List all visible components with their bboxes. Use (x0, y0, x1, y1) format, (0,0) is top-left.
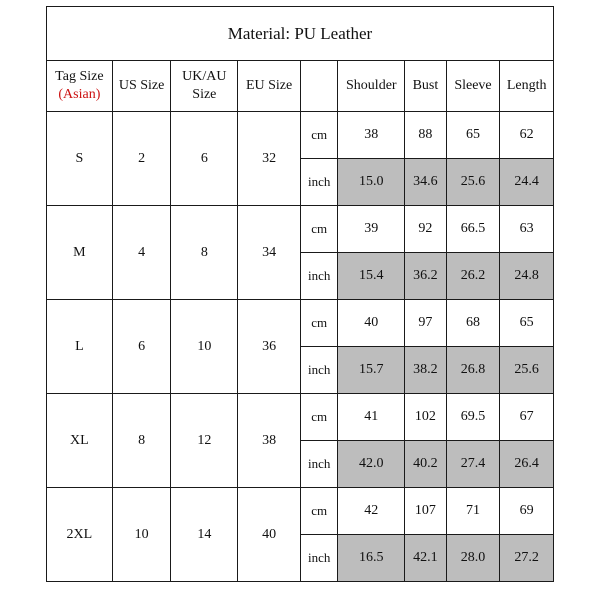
size-tag-cell: M (47, 206, 113, 300)
inch-shoulder-cell: 16.5 (338, 535, 405, 582)
size-eu-cell: 32 (238, 112, 301, 206)
cm-sleeve-cell: 65 (446, 112, 500, 159)
size-tag-cell: S (47, 112, 113, 206)
unit-cm-cell: cm (300, 112, 337, 159)
inch-length-cell: 24.8 (500, 253, 554, 300)
size-row-cm (47, 394, 554, 441)
header-length: Length (500, 61, 554, 112)
unit-cm-cell: cm (300, 206, 337, 253)
inch-sleeve-cell: 25.6 (446, 159, 500, 206)
cm-shoulder-cell: 40 (338, 300, 405, 347)
size-eu-cell: 34 (238, 206, 301, 300)
header-eu-size: EU Size (238, 61, 301, 112)
size-ukau-cell: 8 (171, 206, 238, 300)
header-tag-size-note: (Asian) (58, 87, 101, 102)
size-row-cm (47, 206, 554, 253)
size-tag-cell: L (47, 300, 113, 394)
inch-bust-cell: 40.2 (405, 441, 446, 488)
size-tag-cell: 2XL (47, 488, 113, 582)
header-tag-size-label: Tag Size (55, 69, 104, 84)
size-row-cm (47, 300, 554, 347)
size-us-cell: 4 (112, 206, 171, 300)
cm-sleeve-cell: 68 (446, 300, 500, 347)
size-row-cm (47, 112, 554, 159)
table-title: Material: PU Leather (47, 7, 554, 61)
inch-shoulder-cell: 15.4 (338, 253, 405, 300)
inch-shoulder-cell: 15.7 (338, 347, 405, 394)
cm-shoulder-cell: 38 (338, 112, 405, 159)
cm-length-cell: 62 (500, 112, 554, 159)
header-unit-blank (300, 61, 337, 112)
inch-shoulder-cell: 42.0 (338, 441, 405, 488)
inch-length-cell: 25.6 (500, 347, 554, 394)
unit-inch-cell: inch (300, 253, 337, 300)
unit-inch-cell: inch (300, 441, 337, 488)
inch-sleeve-cell: 28.0 (446, 535, 500, 582)
header-shoulder: Shoulder (338, 61, 405, 112)
cm-bust-cell: 102 (405, 394, 446, 441)
unit-cm-cell: cm (300, 394, 337, 441)
cm-sleeve-cell: 66.5 (446, 206, 500, 253)
inch-length-cell: 27.2 (500, 535, 554, 582)
inch-shoulder-cell: 15.0 (338, 159, 405, 206)
cm-shoulder-cell: 39 (338, 206, 405, 253)
inch-length-cell: 24.4 (500, 159, 554, 206)
inch-bust-cell: 38.2 (405, 347, 446, 394)
unit-cm-cell: cm (300, 488, 337, 535)
header-ukau-line1: UK/AU (182, 69, 227, 84)
size-ukau-cell: 6 (171, 112, 238, 206)
inch-bust-cell: 34.6 (405, 159, 446, 206)
cm-bust-cell: 97 (405, 300, 446, 347)
inch-sleeve-cell: 26.8 (446, 347, 500, 394)
size-eu-cell: 40 (238, 488, 301, 582)
cm-length-cell: 67 (500, 394, 554, 441)
cm-bust-cell: 92 (405, 206, 446, 253)
header-tag-size (47, 61, 113, 112)
size-us-cell: 10 (112, 488, 171, 582)
cm-shoulder-cell: 42 (338, 488, 405, 535)
size-ukau-cell: 12 (171, 394, 238, 488)
size-us-cell: 8 (112, 394, 171, 488)
cm-length-cell: 65 (500, 300, 554, 347)
size-ukau-cell: 10 (171, 300, 238, 394)
cm-length-cell: 69 (500, 488, 554, 535)
cm-sleeve-cell: 71 (446, 488, 500, 535)
header-ukau-size (171, 61, 238, 112)
size-eu-cell: 38 (238, 394, 301, 488)
size-tag-cell: XL (47, 394, 113, 488)
cm-length-cell: 63 (500, 206, 554, 253)
inch-bust-cell: 36.2 (405, 253, 446, 300)
size-us-cell: 2 (112, 112, 171, 206)
header-bust: Bust (405, 61, 446, 112)
size-table (46, 6, 554, 582)
header-sleeve: Sleeve (446, 61, 500, 112)
size-ukau-cell: 14 (171, 488, 238, 582)
unit-inch-cell: inch (300, 347, 337, 394)
inch-length-cell: 26.4 (500, 441, 554, 488)
header-us-size: US Size (112, 61, 171, 112)
cm-sleeve-cell: 69.5 (446, 394, 500, 441)
size-chart (46, 6, 554, 594)
unit-inch-cell: inch (300, 159, 337, 206)
inch-bust-cell: 42.1 (405, 535, 446, 582)
inch-sleeve-cell: 27.4 (446, 441, 500, 488)
header-ukau-line2: Size (192, 87, 217, 102)
size-us-cell: 6 (112, 300, 171, 394)
cm-bust-cell: 107 (405, 488, 446, 535)
cm-shoulder-cell: 41 (338, 394, 405, 441)
cm-bust-cell: 88 (405, 112, 446, 159)
size-eu-cell: 36 (238, 300, 301, 394)
size-row-cm (47, 488, 554, 535)
unit-cm-cell: cm (300, 300, 337, 347)
unit-inch-cell: inch (300, 535, 337, 582)
inch-sleeve-cell: 26.2 (446, 253, 500, 300)
